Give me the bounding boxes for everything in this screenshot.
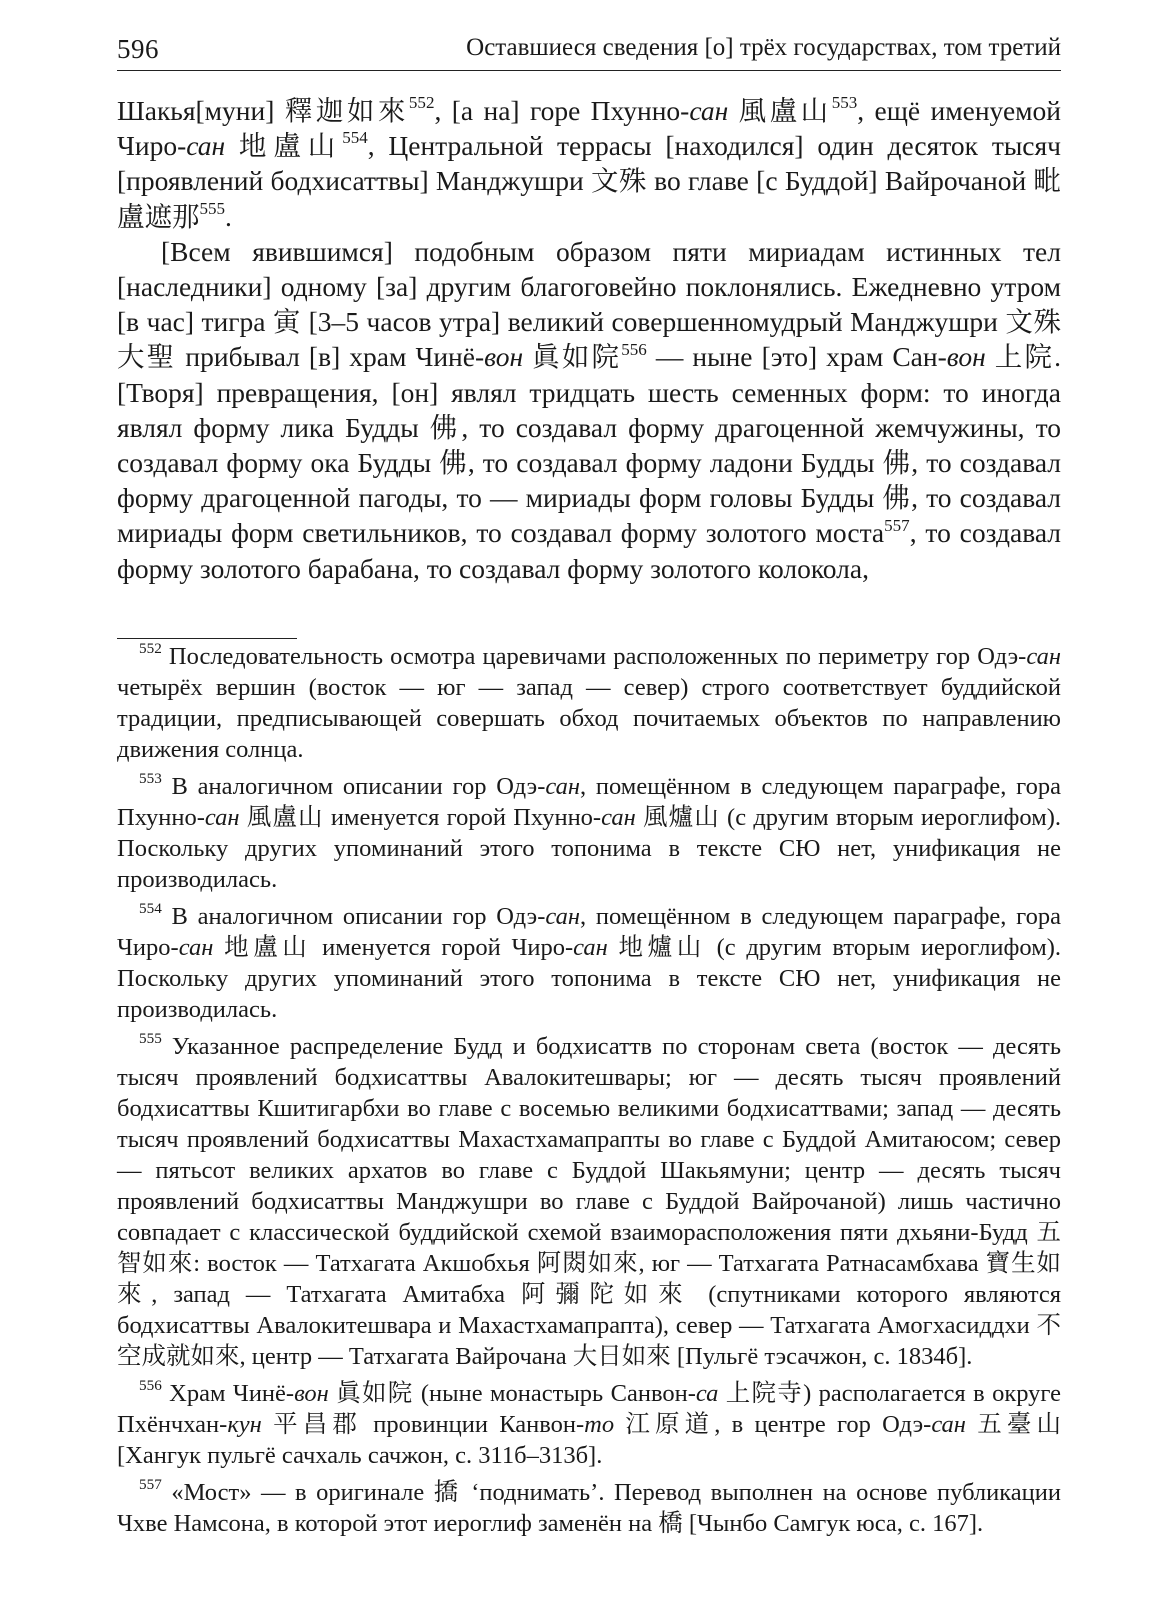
footnote-552 bbox=[117, 641, 1061, 765]
text: , [а на] горе Пхунно- bbox=[434, 95, 690, 126]
page-header bbox=[117, 30, 1061, 71]
footnote-556 bbox=[117, 1378, 1061, 1471]
footnote-divider bbox=[117, 638, 297, 639]
footnote-ref-552[interactable]: 552 bbox=[408, 93, 435, 113]
text: 地爐山 (с другим вторым иероглифом). Поскольку других упоминаний этого топонима в тексте СЮ нет, унификация не производилась. bbox=[117, 934, 1061, 1023]
text: В аналогичном описании гор Одэ- bbox=[161, 773, 546, 800]
text: Последовательность осмотра царевичами расположенных по периметру гор Одэ- bbox=[161, 643, 1027, 670]
text: . bbox=[225, 200, 232, 232]
text-italic: сан bbox=[545, 773, 581, 800]
footnote-ref-555[interactable]: 555 bbox=[199, 198, 226, 218]
text: Указанное распределение Будд и бодхисаттв по сторонам света (восток — десять тысяч проявлений бодхисаттвы Авалокитешвары; юг — десять тысяч проявлений бодхисаттвы Кшитигарбхи во главе с восемью великими бодхисаттвами; запад — десять тысяч проявлений бодхисаттвы Махастхамапрапты во главе с Буддой Амитаюсом; север — пятьсот великих архатов во главе с Буддой Шакьямуни; центр — десять тысяч проявлений бодхисаттвы Манджушри во главе с Буддой Вайрочаной) лишь частично совпадает с классической буддийской схемой взаиморасположения пяти дхьяни-Будд 五智如來: восток — Татхагата Акшобхья 阿閦如來, юг — Татхагата Ратнасамбхава 寶生如來, запад — Татхагата Амитабха 阿彌陀如來 (спутниками которого являются бодхисаттвы Авалокитешвара и Махастхамапрапта), север — Татхагата Амогхасиддхи 不空成就如來, центр — Татхагата Вайрочана 大日如來 [Пульгё тэсачжон, с. 1834б]. bbox=[117, 1033, 1061, 1370]
text-italic: вон bbox=[946, 341, 986, 373]
text: 上院寺) располагается в округе Пхёнчхан- bbox=[117, 1380, 1061, 1438]
footnote-ref-556[interactable]: 556 bbox=[621, 339, 647, 359]
paragraph-1 bbox=[117, 93, 1061, 234]
main-text bbox=[117, 93, 1061, 586]
text-italic: кун bbox=[227, 1411, 262, 1438]
text-italic: сан bbox=[204, 804, 240, 831]
footnote-ref-553[interactable]: 553 bbox=[831, 93, 858, 113]
footnote-553 bbox=[117, 771, 1061, 895]
text: , помещённом в следующем параграфе, гора Пхунно- bbox=[117, 773, 1061, 831]
text-italic: сан bbox=[931, 1411, 966, 1438]
text: — ныне [это] храм Сан- bbox=[646, 341, 947, 373]
text: , ещё именуемой Чиро- bbox=[117, 95, 1062, 162]
text-italic: вон bbox=[294, 1380, 329, 1407]
text-italic: сан bbox=[1026, 643, 1061, 670]
text-italic: сан bbox=[186, 130, 226, 162]
text-italic: вон bbox=[484, 341, 524, 373]
text: 五臺山 [Хангук пульгё сачхаль сачжон, с. 311б–313б]. bbox=[117, 1411, 1061, 1469]
paragraph-2 bbox=[117, 234, 1061, 586]
text-italic: то bbox=[584, 1411, 615, 1438]
footnote-554 bbox=[117, 901, 1061, 1025]
text-italic: сан bbox=[545, 903, 581, 930]
page-number: 596 bbox=[117, 34, 159, 64]
text: 風爐山 (с другим вторым иероглифом). Поскольку других упоминаний этого топонима в тексте СЮ нет, унификация не производилась. bbox=[117, 804, 1061, 893]
footnote-number: 554 bbox=[139, 900, 162, 918]
text: , то создавал форму золотого барабана, то создавал форму золотого колокола, bbox=[117, 517, 1061, 584]
text: «Мост» — в оригинале 撟 ‘поднимать’. Перевод выполнен на основе публикации Чхве Намсона, в которой этот иероглиф заменён на 橋 [Чынбо Самгук юса, с. 167]. bbox=[117, 1479, 1061, 1537]
text-italic: сан bbox=[178, 934, 214, 961]
footnote-ref-554[interactable]: 554 bbox=[342, 128, 368, 148]
footnote-557 bbox=[117, 1477, 1061, 1539]
footnote-555 bbox=[117, 1031, 1061, 1372]
text: Шакья[муни] 釋迦如來 bbox=[117, 95, 409, 126]
text-italic: сан bbox=[601, 804, 636, 831]
text: , Центральной террасы [находился] один десяток тысяч [проявлений бодхисаттвы] Манджушри 文殊 во главе [с Буддой] Вайрочаной 毗盧遮那 bbox=[117, 130, 1061, 232]
text: 眞如院 (ныне монастырь Санвон- bbox=[328, 1380, 696, 1407]
footnote-number: 557 bbox=[139, 1476, 162, 1494]
text: В аналогичном описании гор Одэ- bbox=[161, 903, 546, 930]
text: 風盧山 bbox=[728, 95, 832, 126]
footnote-number: 555 bbox=[139, 1030, 162, 1048]
text: четырёх вершин (восток — юг — запад — север) строго соответствует буддийской традиции, предписывающей совершать обход почитаемых объектов по направлению движения солнца. bbox=[117, 674, 1061, 763]
text-italic: сан bbox=[689, 95, 729, 126]
footnotes bbox=[117, 641, 1061, 1545]
text: [Всем явившимся] подобным образом пяти мириадам истинных тел [наследники] одному [за] другим благоговейно поклонялись. Ежедневно утром [в час] тигра 寅 [3–5 часов утра] великий совершенномудрый Манджушри 文殊大聖 прибывал [в] храм Чинё- bbox=[117, 235, 1061, 373]
text: Храм Чинё- bbox=[161, 1380, 295, 1407]
running-title: Оставшиеся сведения [о] трёх государствах, том третий bbox=[466, 34, 1061, 61]
text: 江原道, в центре гор Одэ- bbox=[614, 1411, 932, 1438]
footnote-number: 552 bbox=[139, 640, 162, 658]
text: 眞如院 bbox=[523, 341, 622, 373]
text: 風盧山 именуется горой Пхунно- bbox=[239, 804, 602, 831]
text: 上院. [Творя] превращения, [он] являл тридцать шесть семенных форм: то иногда являл форму лика Будды 佛, то создавал форму драгоценной жемчужины, то создавал форму ока Будды 佛, то создавал форму ладони Будды 佛, то создавал форму драгоценной пагоды, то — мириады форм головы Будды 佛, то создавал мириады форм светильников, то создавал форму золотого моста bbox=[117, 341, 1062, 549]
footnote-number: 553 bbox=[139, 770, 162, 788]
text-italic: сан bbox=[573, 934, 608, 961]
text: , помещённом в следующем параграфе, гора Чиро- bbox=[117, 903, 1061, 961]
footnote-number: 556 bbox=[139, 1377, 162, 1395]
text: 地盧山 именуется горой Чиро- bbox=[213, 934, 574, 961]
text-italic: са bbox=[695, 1380, 719, 1407]
text: 平昌郡 провинции Канвон- bbox=[261, 1411, 585, 1438]
footnote-ref-557[interactable]: 557 bbox=[884, 515, 910, 535]
text: 地盧山 bbox=[225, 130, 343, 162]
